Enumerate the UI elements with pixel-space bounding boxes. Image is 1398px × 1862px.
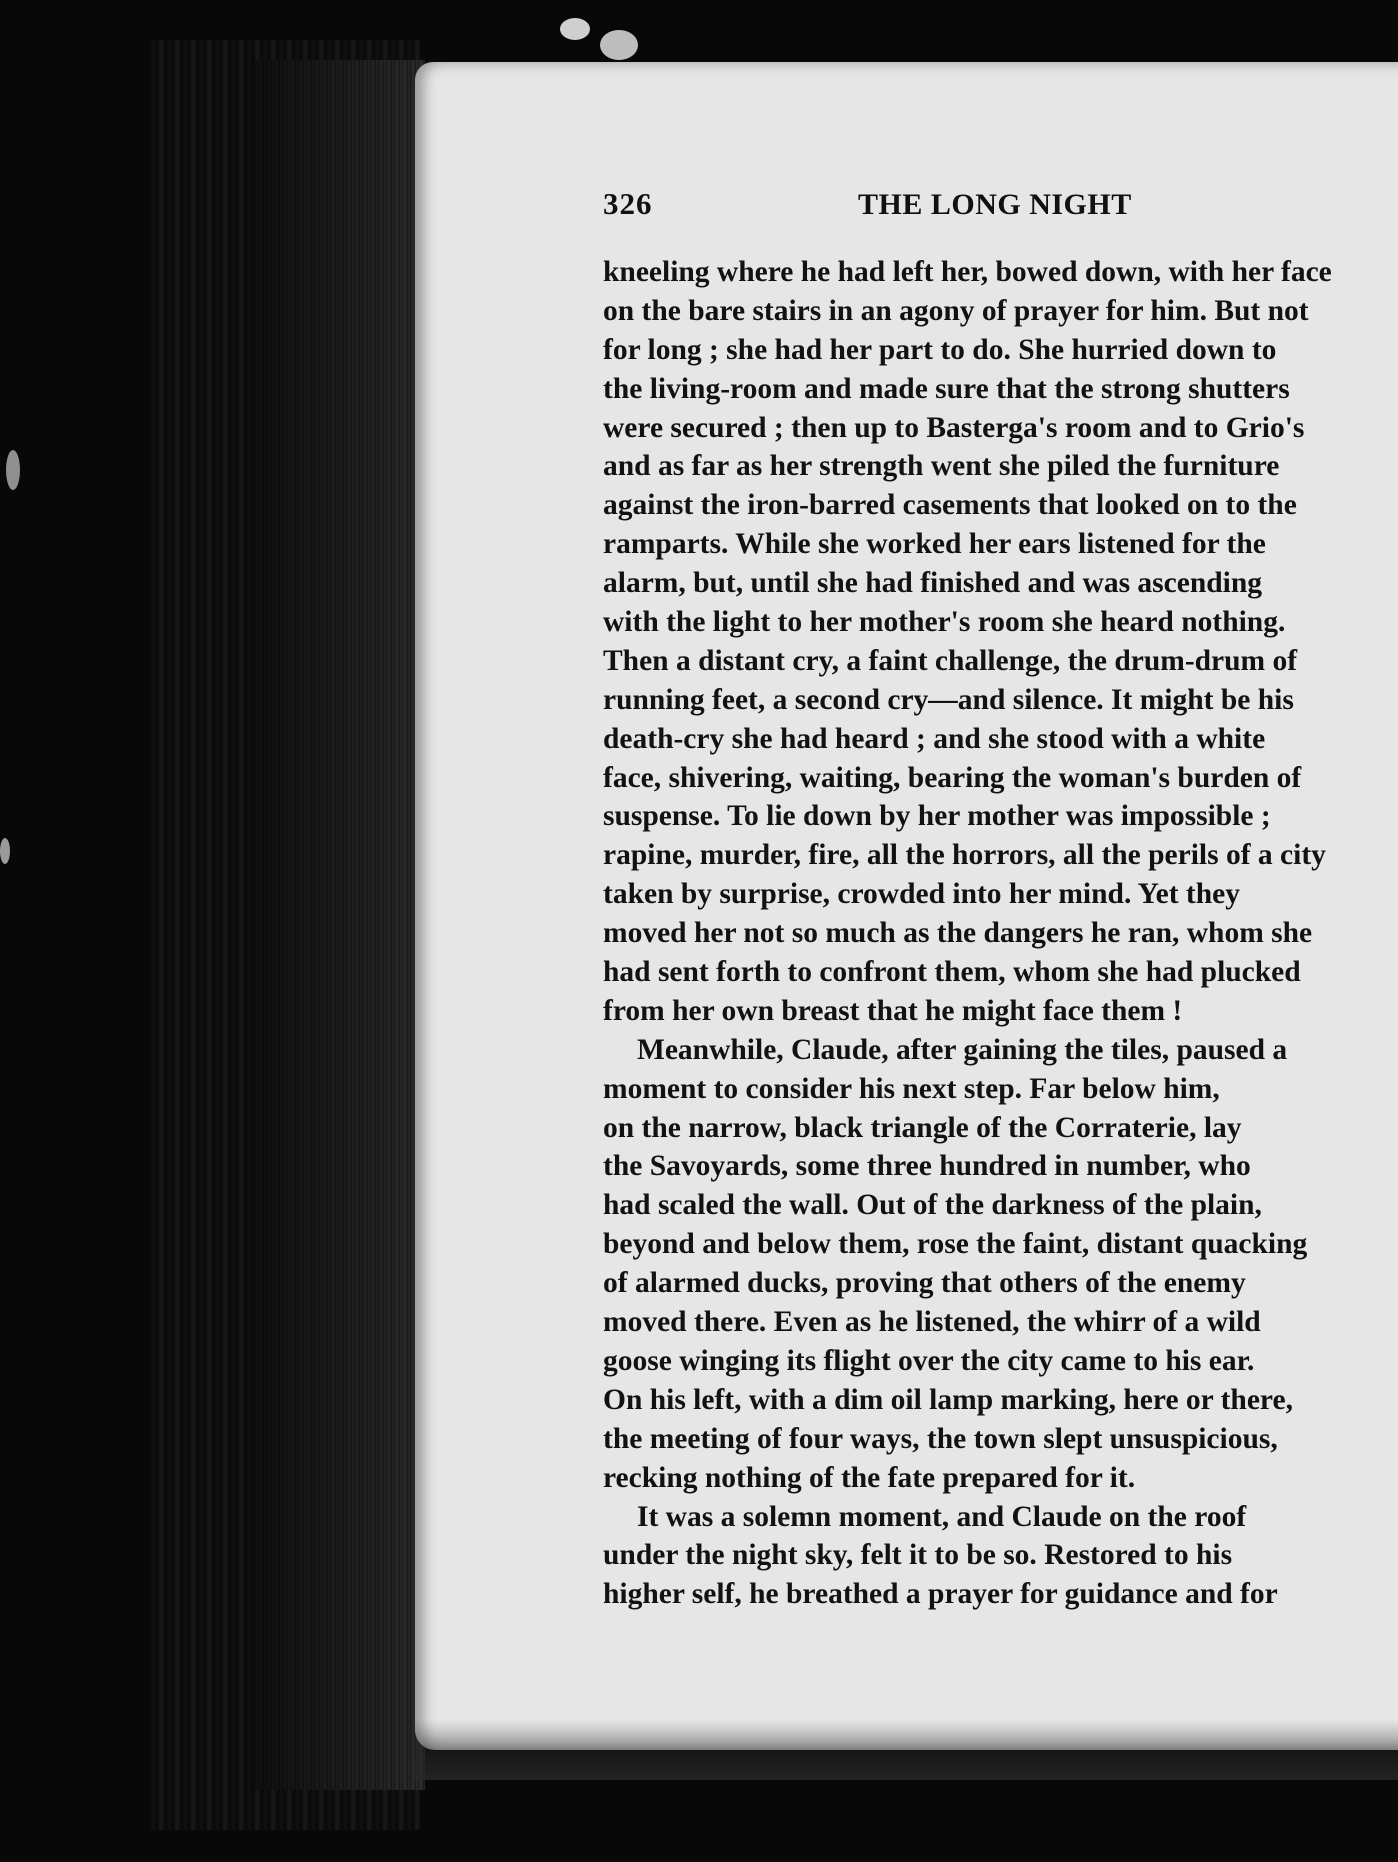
text-line: the living-room and made sure that the strong shutters [603, 372, 1290, 405]
text-line: running feet, a second cry—and silence. It might be his [603, 683, 1294, 716]
text-line: higher self, he breathed a prayer for guidance and for [603, 1578, 1278, 1611]
text-line: Meanwhile, Claude, after gaining the tiles, paused a [637, 1033, 1288, 1066]
text-line: ramparts. While she worked her ears listened for the [603, 528, 1266, 561]
page-bottom-shadow [415, 1720, 1398, 1780]
text-line: moment to consider his next step. Far below him, [603, 1072, 1220, 1105]
text-line: suspense. To lie down by her mother was impossible ; [603, 800, 1271, 833]
text-line: death-cry she had heard ; and she stood with a white [603, 722, 1266, 755]
running-title: THE LONG NIGHT [858, 188, 1132, 221]
text-line: moved her not so much as the dangers he ran, whom she [603, 917, 1313, 950]
dust-speck [600, 30, 638, 60]
text-line: of alarmed ducks, proving that others of the enemy [603, 1267, 1246, 1300]
text-line: recking nothing of the fate prepared for it. [603, 1461, 1136, 1494]
text-line: the Savoyards, some three hundred in number, who [603, 1150, 1251, 1183]
text-line: On his left, with a dim oil lamp marking, here or there, [603, 1383, 1293, 1416]
dust-speck [0, 838, 10, 864]
text-line: moved there. Even as he listened, the whirr of a wild [603, 1306, 1261, 1339]
text-line: on the bare stairs in an agony of prayer for him. But not [603, 294, 1309, 327]
dust-speck [6, 450, 20, 490]
text-line: had sent forth to confront them, whom she had plucked [603, 956, 1301, 989]
text-line: for long ; she had her part to do. She hurried down to [603, 333, 1277, 366]
text-line: on the narrow, black triangle of the Corraterie, lay [603, 1111, 1242, 1144]
text-line: It was a solemn moment, and Claude on the roof [637, 1500, 1247, 1533]
text-line: with the light to her mother's room she heard nothing. [603, 606, 1286, 639]
text-line: were secured ; then up to Basterga's room and to Grio's [603, 411, 1305, 444]
text-line: had scaled the wall. Out of the darkness of the plain, [603, 1189, 1262, 1222]
text-line: and as far as her strength went she piled the furniture [603, 450, 1280, 483]
dust-speck [560, 18, 590, 40]
text-line: alarm, but, until she had finished and was ascending [603, 567, 1263, 600]
text-line: beyond and below them, rose the faint, distant quacking [603, 1228, 1308, 1261]
text-line: from her own breast that he might face them ! [603, 994, 1183, 1027]
text-line: taken by surprise, crowded into her mind. Yet they [603, 878, 1241, 911]
text-line: against the iron-barred casements that looked on to the [603, 489, 1297, 522]
page-number: 326 [603, 186, 653, 221]
text-line: goose winging its flight over the city came to his ear. [603, 1344, 1255, 1377]
text-line: rapine, murder, fire, all the horrors, all the perils of a city [603, 839, 1326, 872]
running-head [603, 186, 1398, 232]
text-line: under the night sky, felt it to be so. Restored to his [603, 1539, 1233, 1572]
text-line: the meeting of four ways, the town slept unsuspicious, [603, 1422, 1278, 1455]
page-stack-edge [255, 60, 425, 1790]
text-line: Then a distant cry, a faint challenge, the drum-drum of [603, 644, 1298, 677]
text-line: face, shivering, waiting, bearing the woman's burden of [603, 761, 1302, 794]
body-text [603, 253, 1398, 1614]
text-line: kneeling where he had left her, bowed down, with her face [603, 256, 1332, 288]
